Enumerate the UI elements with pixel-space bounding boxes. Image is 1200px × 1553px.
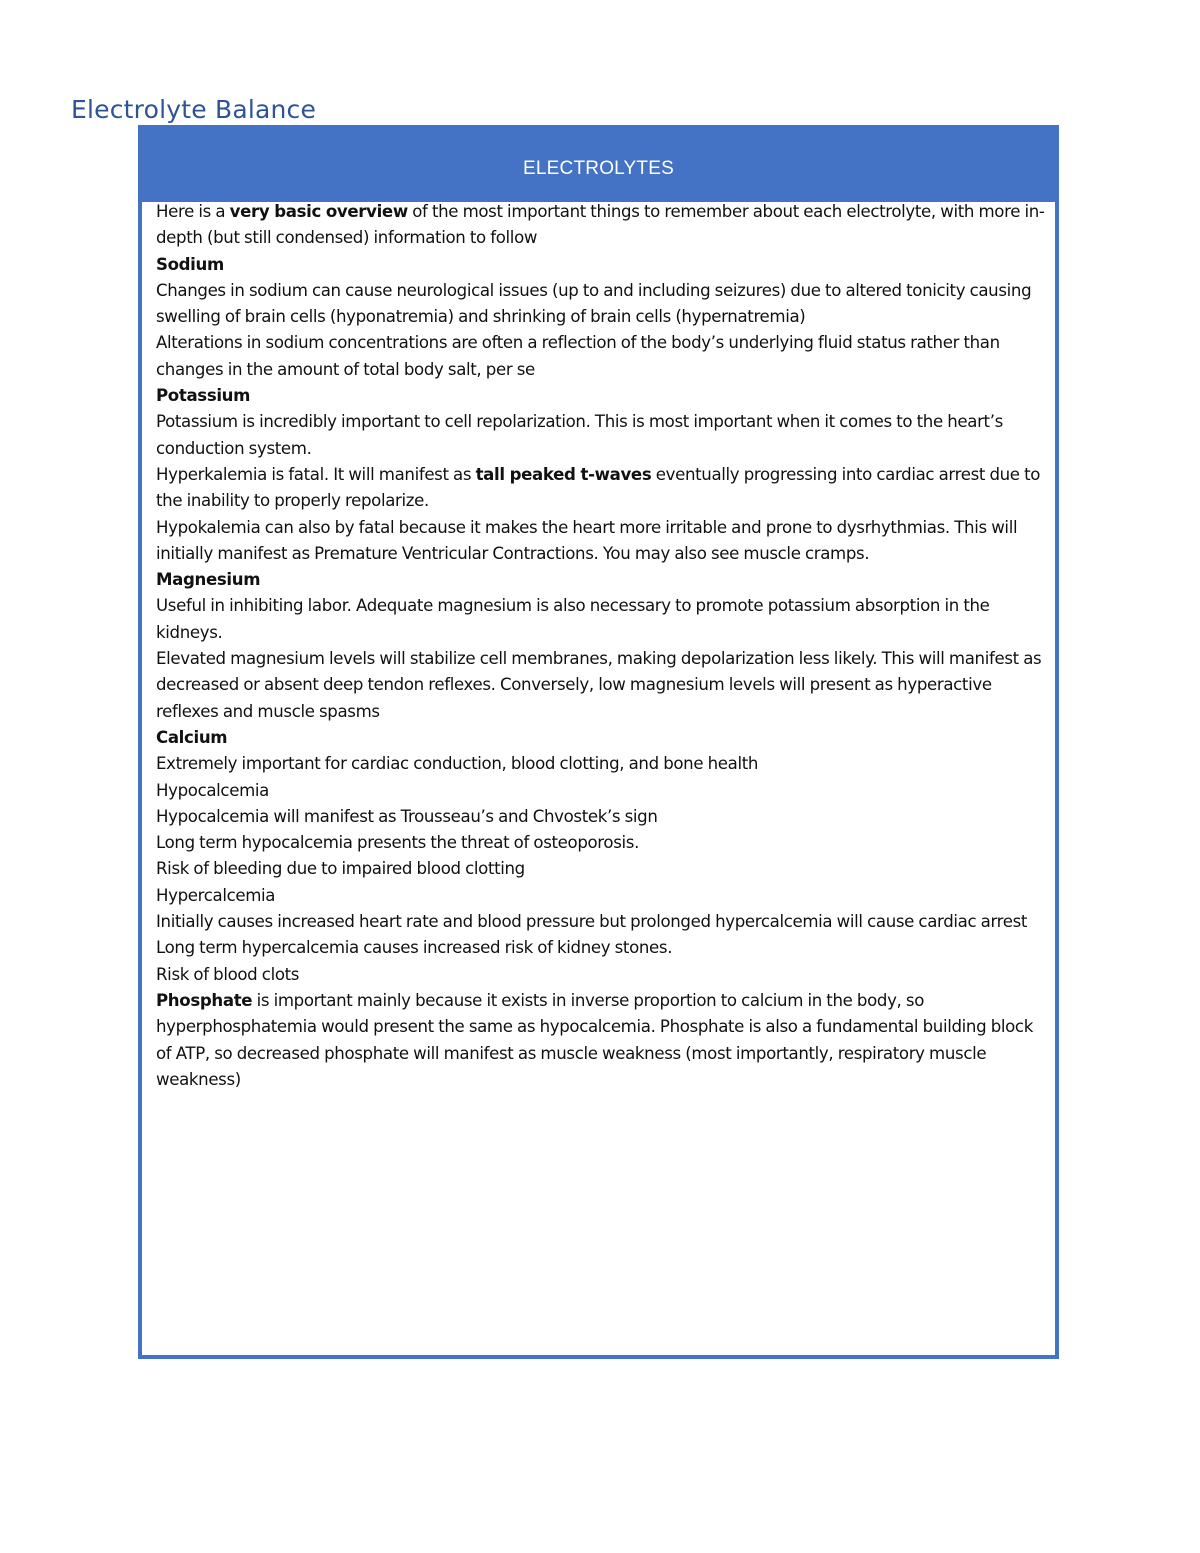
- card-header-label: ELECTROLYTES: [523, 157, 674, 179]
- potassium-line: Potassium is incredibly important to cell repolarization. This is most important when it comes to the heart’s conduction system.: [156, 412, 1003, 458]
- calcium-line: Hypocalcemia: [156, 780, 269, 800]
- section-heading-potassium: Potassium: [156, 386, 251, 406]
- phosphate-emphasis: Phosphate: [156, 990, 253, 1010]
- hyperkalemia-emphasis: tall peaked t-waves: [475, 464, 652, 484]
- electrolytes-card: [138, 125, 1059, 1359]
- magnesium-line: Useful in inhibiting labor. Adequate magnesium is also necessary to promote potassium absorption in the kidneys.: [156, 596, 990, 642]
- calcium-line: Hypercalcemia: [156, 885, 276, 905]
- calcium-line: Risk of blood clots: [156, 964, 300, 984]
- calcium-line: Initially causes increased heart rate and blood pressure but prolonged hypercalcemia will cause cardiac arrest: [156, 912, 1028, 932]
- phosphate-paragraph: Phosphate is important mainly because it exists in inverse proportion to calcium in the body, so hyperphosphatemia would present the same as hypocalcemia. Phosphate is also a fundamental building block of ATP, so decreased phosphate will manifest as muscle weakness (most importantly, respiratory muscle weakness): [156, 990, 1033, 1089]
- potassium-hyperkalemia-line: Hyperkalemia is fatal. It will manifest as tall peaked t-waves eventually progressing into cardiac arrest due to the inability to properly repolarize.: [156, 464, 1041, 511]
- section-heading-sodium: Sodium: [156, 254, 224, 274]
- calcium-line: Long term hypercalcemia causes increased risk of kidney stones.: [156, 938, 673, 958]
- section-heading-calcium: Calcium: [156, 727, 228, 747]
- calcium-line: Long term hypocalcemia presents the threat of osteoporosis.: [156, 833, 639, 853]
- calcium-line: Extremely important for cardiac conduction, blood clotting, and bone health: [156, 754, 759, 774]
- card-body: [156, 199, 1045, 1093]
- sodium-line: Changes in sodium can cause neurological issues (up to and including seizures) due to altered tonicity causing swelling of brain cells (hyponatremia) and shrinking of brain cells (hypernatremia): [156, 280, 1032, 327]
- calcium-line: Hypocalcemia will manifest as Trousseau’s and Chvostek’s sign: [156, 806, 658, 826]
- calcium-line: Risk of bleeding due to impaired blood clotting: [156, 859, 525, 879]
- card-header: [142, 129, 1055, 202]
- potassium-line: Hypokalemia can also by fatal because it makes the heart more irritable and prone to dysrhythmias. This will initially manifest as Premature Ventricular Contractions. You may also see muscle cramps.: [156, 517, 1018, 563]
- sodium-line: Alterations in sodium concentrations are often a reflection of the body’s underlying fluid status rather than changes in the amount of total body salt, per se: [156, 333, 1000, 379]
- intro-emphasis: very basic overview: [229, 202, 408, 221]
- magnesium-line: Elevated magnesium levels will stabilize cell membranes, making depolarization less likely. This will manifest as decreased or absent deep tendon reflexes. Conversely, low magnesium levels will present as hyperactive reflexes and muscle spasms: [156, 649, 1042, 721]
- document-title: Electrolyte Balance: [71, 95, 317, 124]
- intro-paragraph: Here is a very basic overview of the most important things to remember about each electrolyte, with more in-depth (but still condensed) information to follow: [156, 202, 1045, 248]
- section-heading-magnesium: Magnesium: [156, 570, 261, 590]
